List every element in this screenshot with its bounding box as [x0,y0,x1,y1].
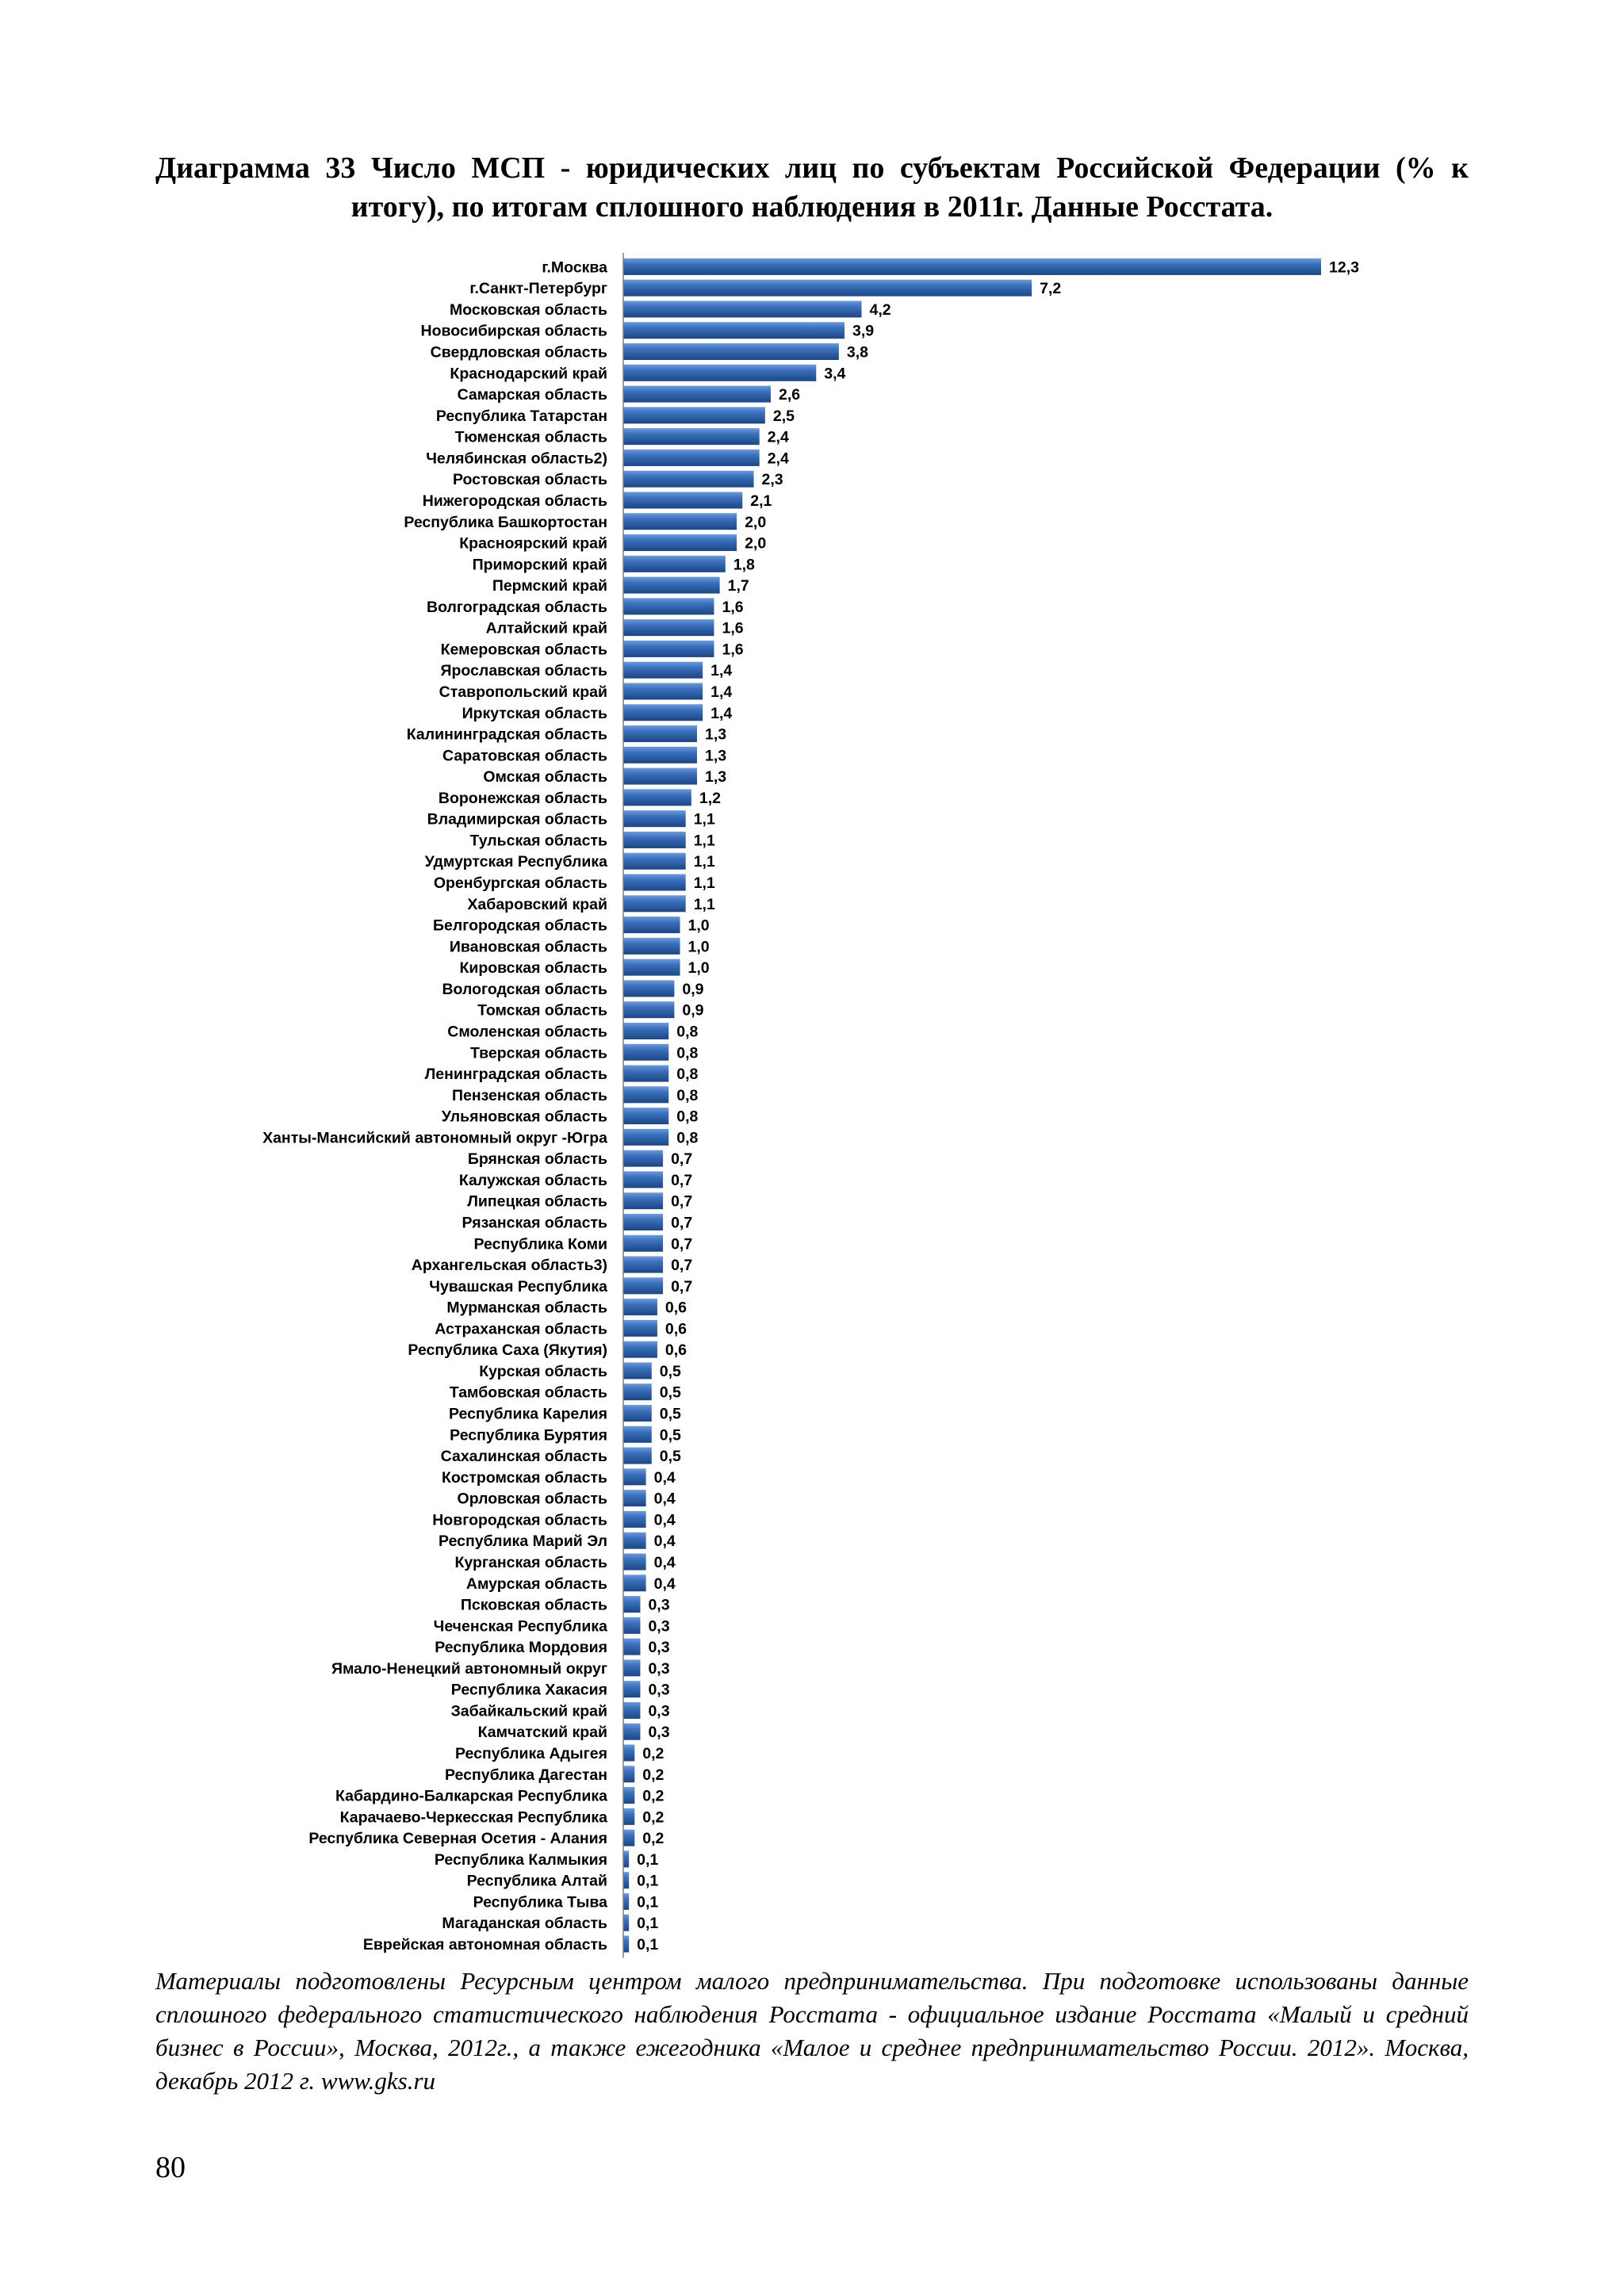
data-label: 1,4 [710,683,733,701]
data-label: 1,3 [705,747,727,765]
data-label: 0,4 [653,1553,676,1571]
data-label: 0,2 [642,1808,665,1827]
bar [623,1936,629,1953]
bar [623,322,845,339]
data-label: 0,1 [637,1872,659,1890]
data-label: 0,2 [642,1744,665,1762]
category-label: Воронежская область [438,789,607,807]
data-label: 0,8 [676,1108,699,1126]
bar [623,407,765,423]
data-label: 0,2 [642,1830,665,1848]
data-label: 1,4 [710,662,733,680]
category-label: Новосибирская область [420,322,607,340]
category-label: Новгородская область [432,1511,607,1529]
category-label: г.Санкт-Петербург [469,280,607,298]
bar [623,577,720,594]
data-label: 0,7 [671,1150,693,1169]
bar [623,1787,634,1804]
category-label: Ярославская область [440,662,607,680]
bar [623,1171,663,1188]
data-label: 0,3 [648,1702,670,1720]
bar [623,1702,640,1719]
bar [623,300,861,317]
data-label: 4,2 [869,300,891,319]
category-label: Республика Северная Осетия - Алания [308,1830,607,1848]
bar [623,513,737,530]
data-label: 0,3 [648,1681,670,1699]
category-label: Чеченская Республика [433,1617,607,1636]
bar [623,1830,634,1846]
data-label: 0,8 [676,1086,699,1104]
category-label: Карачаево-Черкесская Республика [339,1808,607,1827]
data-label: 0,4 [653,1575,676,1593]
chart-title: Диаграмма 33 Число МСП - юридических лиц по субъектам Российской Федерации (% к итогу), по итогам сплошного наблюдения в 2011г. Данные Росстата. [155,151,1469,224]
bar [623,1448,652,1464]
bar [623,1086,668,1103]
category-label: Республика Мордовия [435,1639,607,1657]
category-label: Ханты-Мансийский автономный округ -Югра [262,1129,607,1147]
data-label: 2,0 [745,513,767,531]
category-label: Орловская область [457,1490,607,1508]
category-label: Тамбовская область [449,1383,607,1402]
category-label: Хабаровский край [467,895,607,913]
category-label: Республика Саха (Якутия) [408,1341,607,1360]
category-label: Республика Алтай [466,1872,607,1890]
bar [623,1426,652,1443]
bar [623,1490,646,1506]
data-label: 0,9 [682,980,704,998]
bar [623,1066,668,1082]
category-label: Ямало-Ненецкий автономный округ [331,1659,607,1678]
category-label: Рязанская область [462,1214,607,1232]
bar [623,1744,634,1761]
data-label: 0,5 [659,1383,681,1402]
category-label: Тюменская область [454,428,607,446]
category-label: Тульская область [469,832,607,850]
category-label: г.Москва [542,258,607,277]
data-label: 2,0 [745,534,767,553]
data-label: 0,6 [665,1299,688,1317]
data-label: 0,1 [637,1915,659,1933]
category-label: Чувашская Республика [429,1277,607,1295]
category-label: Ставропольский край [439,683,607,701]
data-label: 7,2 [1040,280,1062,298]
data-label: 1,1 [693,895,715,913]
category-label: Алтайский край [485,619,607,637]
category-label: Калининградская область [406,725,607,744]
bar [623,450,760,466]
category-label: Нижегородская область [422,492,607,510]
category-label: Белгородская область [432,916,607,935]
bar [623,1001,674,1018]
data-label: 1,6 [722,619,744,637]
category-label: Калужская область [458,1171,607,1189]
bar [623,959,680,976]
data-label: 0,4 [653,1468,676,1487]
category-label: Томская область [477,1001,607,1020]
data-label: 0,1 [637,1850,659,1869]
category-label: Ивановская область [449,938,607,956]
category-label: Ростовская область [452,471,607,489]
category-label: Ленинградская область [424,1066,607,1084]
bar [623,1044,668,1061]
category-label: Республика Адыгея [455,1744,607,1762]
data-label: 2,1 [750,492,772,510]
bar [623,1150,663,1167]
bar [623,1850,629,1867]
category-label: Саратовская область [442,747,607,765]
data-label: 0,9 [682,1001,704,1020]
data-label: 3,4 [824,365,846,383]
bar [623,386,771,403]
bar [623,725,697,742]
bar [623,1893,629,1910]
category-label: Республика Бурятия [450,1426,607,1445]
data-label: 0,1 [637,1936,659,1954]
data-label: 0,7 [671,1214,693,1232]
category-label: Кабардино-Балкарская Республика [335,1787,607,1805]
bar [623,556,726,572]
data-label: 1,1 [693,853,715,871]
category-label: Сахалинская область [440,1448,607,1466]
bar [623,598,714,614]
data-label: 1,1 [693,874,715,893]
data-label: 0,5 [659,1426,681,1445]
category-label: Владимирская область [427,810,607,828]
bar [623,619,714,636]
category-label: Республика Карелия [448,1405,607,1423]
category-label: Омская область [483,768,607,786]
category-label: Курганская область [454,1553,607,1571]
bar [623,1808,634,1825]
value-labels [637,258,1359,1954]
data-label: 0,5 [659,1362,681,1380]
data-label: 1,0 [688,959,710,978]
data-label: 2,3 [761,471,783,489]
data-label: 3,8 [846,343,868,362]
bar [623,280,1032,297]
bar [623,683,703,699]
data-label: 0,7 [671,1171,693,1189]
category-label: Республика Калмыкия [434,1850,607,1869]
bar [623,641,714,657]
category-label: Республика Хакасия [450,1681,607,1699]
bar [623,1575,646,1591]
category-label: Волгоградская область [426,598,607,616]
category-label: Магаданская область [442,1915,607,1933]
category-label: Архангельская область3) [411,1257,607,1275]
data-label: 2,5 [772,407,795,425]
data-label: 0,4 [653,1511,676,1529]
bar [623,789,691,806]
bar [623,938,680,955]
bar [623,874,686,891]
data-label: 1,6 [722,598,744,616]
data-label: 0,3 [648,1596,670,1614]
data-label: 1,7 [727,577,749,595]
data-label: 0,4 [653,1533,676,1551]
bar [623,1766,634,1782]
source-note: Материалы подготовлены Ресурсным центром малого предпринимательства. При подготовке использованы данные сплошного федерального статистического наблюдения Росстата - официальное издание Росстата «Малый и средний бизнес в России», Москва, 2012г., а также ежегодника «Малое и среднее предпринимательство России. 2012». Москва, декабрь 2012 г. www.gks.ru [155,1967,1469,2095]
category-label: Оренбургская область [433,874,607,893]
data-label: 0,8 [676,1066,699,1084]
data-label: 2,4 [767,450,789,468]
category-label: Челябинская область2) [426,450,607,468]
data-label: 0,5 [659,1448,681,1466]
category-label: Мурманская область [446,1299,607,1317]
bar [623,1383,652,1400]
bar [623,768,697,785]
data-label: 1,1 [693,832,715,850]
bar [623,1915,629,1931]
category-label: Кировская область [459,959,607,978]
category-label: Камчатский край [477,1724,607,1742]
category-label: Пермский край [492,577,607,595]
bar [623,365,816,381]
bar [623,1341,657,1358]
bar [623,1553,646,1570]
data-label: 0,5 [659,1405,681,1423]
data-label: 0,3 [648,1659,670,1678]
bar [623,662,703,679]
bar [623,1533,646,1549]
category-label: Свердловская область [430,343,607,362]
data-label: 0,7 [671,1235,693,1253]
data-label: 0,6 [665,1320,688,1338]
bar [623,895,686,912]
category-label: Республика Башкортостан [404,513,607,531]
bar [623,1639,640,1655]
category-label: Вологодская область [442,980,607,998]
bar [623,428,760,445]
bar [623,1681,640,1697]
category-label: Московская область [450,300,607,319]
category-label: Республика Тыва [473,1893,607,1911]
data-label: 0,3 [648,1724,670,1742]
data-label: 12,3 [1329,258,1359,277]
category-labels [262,258,607,1954]
category-label: Кемеровская область [440,641,607,659]
category-label: Брянская область [467,1150,607,1169]
category-label: Смоленская область [447,1023,607,1041]
bar [623,704,703,721]
bar [623,747,697,763]
bar [623,1023,668,1039]
bar [623,534,737,551]
data-label: 0,3 [648,1639,670,1657]
bar [623,810,686,827]
category-label: Пензенская область [451,1086,607,1104]
bar [623,1214,663,1230]
category-label: Республика Коми [473,1235,607,1253]
category-label: Самарская область [457,386,607,404]
data-label: 1,4 [710,704,733,722]
bar [623,1257,663,1273]
bar [623,1596,640,1613]
data-label: 1,3 [705,725,727,744]
category-label: Еврейская автономная область [362,1936,607,1954]
bar [623,1108,668,1124]
bar [623,1362,652,1379]
bar [623,1405,652,1422]
category-label: Ульяновская область [441,1108,607,1126]
data-label: 0,8 [676,1129,699,1147]
category-label: Амурская область [465,1575,607,1593]
bar [623,471,754,488]
data-label: 1,1 [693,810,715,828]
category-label: Республика Марий Эл [439,1533,607,1551]
data-label: 1,8 [733,556,755,574]
data-label: 1,0 [688,916,710,935]
bar [623,1511,646,1528]
category-label: Иркутская область [462,704,607,722]
data-label: 2,4 [767,428,789,446]
bar [623,1129,668,1146]
category-label: Курская область [479,1362,607,1380]
data-label: 1,6 [722,641,744,659]
data-label: 0,6 [665,1341,688,1360]
category-label: Республика Дагестан [445,1766,607,1784]
bar [623,1724,640,1740]
data-label: 0,3 [648,1617,670,1636]
bar [623,1468,646,1485]
bar [623,1299,657,1315]
bar [623,980,674,997]
bar [623,492,742,508]
bar [623,1320,657,1337]
bars-layer [623,258,1321,1953]
data-label: 0,2 [642,1766,665,1784]
bar [623,1192,663,1209]
category-label: Удмуртская Республика [424,853,607,871]
data-label: 1,3 [705,768,727,786]
data-label: 0,8 [676,1044,699,1062]
category-label: Псковская область [460,1596,607,1614]
category-label: Приморский край [472,556,607,574]
category-label: Краснодарский край [450,365,607,383]
bar [623,832,686,848]
data-label: 0,1 [637,1893,659,1911]
data-label: 1,0 [688,938,710,956]
data-label: 0,4 [653,1490,676,1508]
data-label: 1,2 [699,789,721,807]
category-label: Костромская область [441,1468,607,1487]
page-number: 80 [155,2151,186,2184]
category-label: Красноярский край [459,534,607,553]
category-label: Липецкая область [467,1192,607,1211]
bar [623,1872,629,1888]
bar [623,258,1321,275]
bar [623,343,839,360]
bar [623,1235,663,1252]
data-label: 0,7 [671,1257,693,1275]
category-label: Забайкальский край [450,1702,607,1720]
bar [623,1277,663,1294]
data-label: 0,7 [671,1277,693,1295]
data-label: 0,8 [676,1023,699,1041]
category-label: Тверская область [470,1044,607,1062]
bar [623,916,680,933]
category-label: Республика Татарстан [435,407,607,425]
bar [623,1659,640,1676]
data-label: 0,7 [671,1192,693,1211]
data-label: 2,6 [779,386,801,404]
bar [623,853,686,870]
data-label: 0,2 [642,1787,665,1805]
category-label: Астраханская область [435,1320,607,1338]
bar [623,1617,640,1634]
data-label: 3,9 [852,322,875,340]
